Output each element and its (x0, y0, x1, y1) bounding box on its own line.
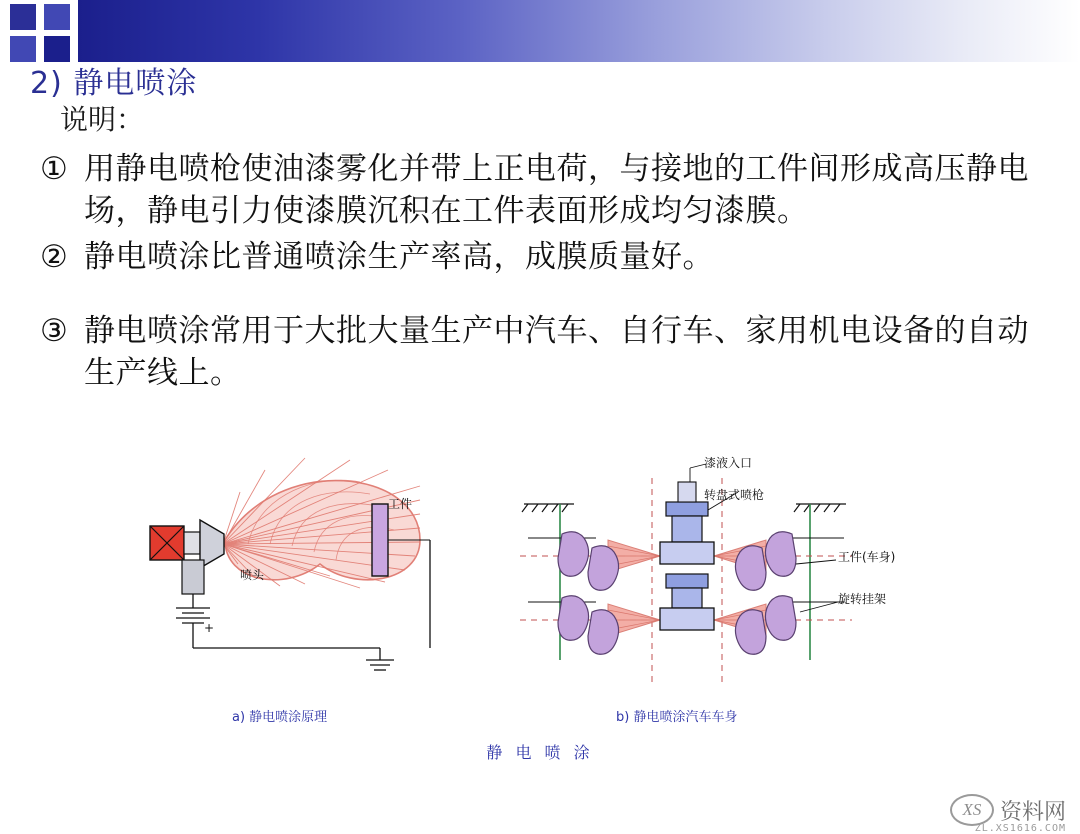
figure-left-caption: a) 静电喷涂原理 (232, 710, 328, 725)
watermark-url: ZL.XS1616.COM (974, 823, 1066, 834)
heading-title: 静电喷涂 (73, 66, 198, 101)
watermark-text: 资料网 (999, 799, 1066, 825)
battery-plus-label: + (204, 621, 215, 635)
list-text: 静电喷涂比普通喷涂生产率高，成膜质量好。 (84, 239, 714, 275)
body-list (40, 148, 1040, 398)
heading-number: 2) (30, 66, 63, 101)
list-spacer (40, 282, 1040, 310)
watermark (950, 794, 1066, 826)
list-item (40, 236, 1040, 278)
label-paint-inlet: 漆液入口 (704, 456, 753, 470)
list-text: 静电喷涂常用于大批大量生产中汽车、自行车、家用机电设备的自动生产线上。 (84, 313, 1029, 391)
list-item (40, 148, 1040, 232)
band-square-2 (44, 4, 70, 30)
list-marker: ③ (40, 313, 68, 349)
watermark-logo-icon: XS (950, 794, 994, 826)
spray-gun (150, 520, 224, 594)
label-workpiece-body: 工件(车身) (838, 550, 896, 564)
label-nozzle: 喷头 (240, 568, 265, 582)
band-square-1 (10, 4, 36, 30)
list-text: 用静电喷枪使油漆雾化并带上正电荷，与接地的工件间形成高压静电场，静电引力使漆膜沉积在工件表面形成均匀漆膜。 (84, 151, 1029, 229)
label-rotating-hanger: 旋转挂架 (838, 592, 887, 606)
figures-title: 静 电 喷 涂 (486, 743, 594, 762)
figure-spray-principle-diagram (120, 452, 480, 712)
slide-subheading: 说明： (60, 103, 145, 136)
figure-right-caption: b) 静电喷涂汽车车身 (616, 710, 738, 725)
figure-car-body-line-diagram (500, 452, 880, 702)
top-decorative-band (0, 0, 1080, 62)
label-rotary-gun: 转盘式喷枪 (704, 488, 765, 502)
rotary-spray-gun-bottom (660, 574, 714, 630)
list-item (40, 310, 1040, 394)
band-gradient (78, 0, 1080, 62)
list-marker: ② (40, 239, 68, 275)
slide-heading (30, 58, 197, 102)
figures-area (0, 452, 1080, 782)
list-marker: ① (40, 151, 68, 187)
label-workpiece: 工件 (388, 497, 413, 511)
